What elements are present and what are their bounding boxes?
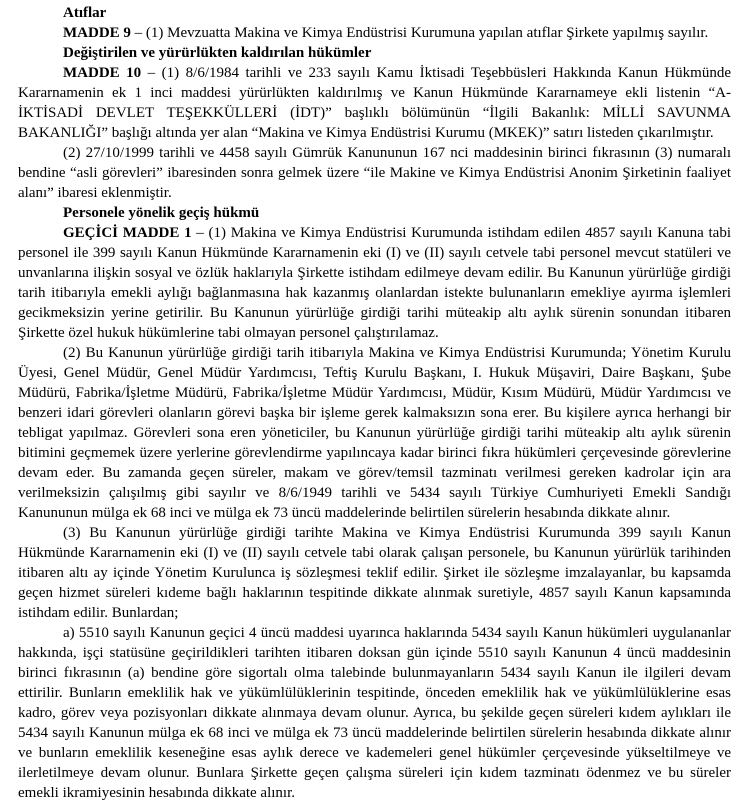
paragraph-gecici-madde-1-bent-a: a) 5510 sayılı Kanunun geçici 4 üncü maddesi uyarınca haklarında 5434 sayılı Kanun hükümleri uygulananlar hakkında, işçi statüsüne geçirildikleri tarihten itibaren doksan gün içinde 5510 sayılı Kanunun 4 üncü maddesinin birinci fıkrasının (a) bendine göre sigortalı olma talebinde bulunmayanların 5434 sayılı Kanun ile ilgileri devam ettirilir. Bunların emeklilik hak ve yükümlülüklerinin tespitinde, önceden emeklilik hak ve yükümlülüklerine esas kadro, görev veya pozisyonları dikkate alınmaya devam olunur. Ayrıca, bu şekilde geçen süreleri kıdem aylıkları ile 5434 sayılı Kanunun mülga ek 68 inci ve mülga ek 73 üncü maddelerinde belirtilen sürelerin hesabında dikkate alınır ve bunların emeklilik keseneğine esas aylık derece ve kademeleri genel hükümler çerçevesinde yükseltilmeye ve ilerletilmeye devam olunur. Bunlara Şirkette geçen çalışma süreleri için kıdem tazminatı ödenmez ve bu süreler emekli ikramiyesinin hesabında dikkate alınır.: [18, 625, 731, 801]
section-heading-personele-yonelik: Personele yönelik geçiş hükmü: [63, 205, 260, 221]
section-heading-degistirilen-hukumler: Değiştirilen ve yürürlükten kaldırılan hükümler: [63, 45, 372, 61]
article-madde-9: [18, 23, 731, 43]
article-body-gecici-madde-1: – (1) Makina ve Kimya Endüstrisi Kurumunda istihdam edilen 4857 sayılı Kanuna tabi personel ile 399 sayılı Kanun Hükmünde Kararnamenin eki (I) ve (II) sayılı cetvele tabi personel mevcut statüleri ve unvanlarına ilişkin sosyal ve özlük haklarıyla Şirkette istihdam edilmeye devam edilir. Bu Kanunun yürürlüğe girdiği tarih itibarıyla emekli aylığı bağlanmasına hak kazanmış olanlardan istekte bulunanların emekliye ayırma işlemleri gecikmeksizin yerine getirilir. Bu Kanunun yürürlüğe girdiği tarihi müteakip altı aylık sürenin sonundan itibaren Şirkette özel hukuk hükümlerine tabi olmayan personel çalıştırılamaz.: [18, 225, 731, 341]
article-body-madde-10: – (1) 8/6/1984 tarihli ve 233 sayılı Kamu İktisadi Teşebbüsleri Hakkında Kanun Hükmünde Kararnamenin ek 1 inci maddesi yürürlükten kaldırılmış ve Kanun Hükmünde Kararnameye ekli listenin “A-İKTİSADİ DEVLET TEŞEKKÜLLERİ (İDT)” başlıklı bölümünün “İlgili Bakanlık: MİLLİ SAVUNMA BAKANLIĞI” başlığı altında yer alan “Makina ve Kimya Endüstrisi Kurumu (MKEK)” satırı listeden çıkarılmıştır.: [18, 65, 731, 141]
article-madde-10: [18, 63, 731, 143]
article-label-madde-10: MADDE 10: [63, 65, 142, 81]
paragraph-gecici-madde-1-fikra-2: (2) Bu Kanunun yürürlüğe girdiği tarih itibarıyla Makina ve Kimya Endüstrisi Kurumunda; Yönetim Kurulu Üyesi, Genel Müdür, Genel Müdür Yardımcısı, Teftiş Kurulu Başkanı, I. Hukuk Müşaviri, Daire Başkanı, Şube Müdürü, Fabrika/İşletme Müdürü, Fabrika/İşletme Müdür Yardımcısı, Müdür, Kısım Müdürü, Müdür Yardımcısı ve benzeri idari görevleri olanların görevi başka bir işleme gerek kalmaksızın sona erer. Bu kişilere ayrıca herhangi bir tebligat yapılmaz. Görevleri sona eren yöneticiler, bu Kanunun yürürlüğe girdiği tarihi müteakip altı aylık sürenin bitimini geçmemek üzere yerlerine görevlendirme yapılıncaya kadar birinci fıkra hükümleri çerçevesinde görevlerine devam eder. Bu zamanda geçen süreler, makam ve görev/temsil tazminatı verilmesi gereken kadrolar için ara verilmeksizin çalışılmış gibi sayılır ve 8/6/1949 tarihli ve 5434 sayılı Türkiye Cumhuriyeti Emekli Sandığı Kanununun mülga ek 68 inci ve mülga ek 73 üncü maddelerinde belirtilen sürelerin hesabında dikkate alınır.: [18, 345, 731, 521]
article-label-madde-9: MADDE 9: [63, 25, 131, 41]
article-body-madde-9: – (1) Mevzuatta Makina ve Kimya Endüstrisi Kurumuna yapılan atıflar Şirkete yapılmış sayılır.: [130, 25, 709, 41]
article-label-gecici-madde-1: GEÇİCİ MADDE 1: [63, 225, 192, 241]
paragraph-gecici-madde-1-fikra-3: (3) Bu Kanunun yürürlüğe girdiği tarihte Makina ve Kimya Endüstrisi Kurumunda 399 sayılı Kanun Hükmünde Kararnamenin eki (I) ve (II) sayılı cetvele tabi olarak çalışan personele, bu Kanunun yürürlük tarihinden itibaren altı ay içinde Yönetim Kurulunca iş sözleşmesi teklif edilir. Şirket ile sözleşme imzalayanlar, bu kapsamda geçen hizmet süreleri kıdeme bağlı haklarının tespitinde dikkate alınmak suretiyle, 4857 sayılı Kanun kapsamında istihdam edilir. Bunlardan;: [18, 525, 731, 621]
article-gecici-madde-1: [18, 223, 731, 343]
section-heading-atiflar: Atıflar: [63, 5, 107, 21]
paragraph-madde-10-fikra-2: (2) 27/10/1999 tarihli ve 4458 sayılı Gümrük Kanununun 167 nci maddesinin birinci fıkrasının (3) numaralı bendine “asli görevleri” ibaresinden sonra gelmek üzere “ile Makine ve Kimya Endüstrisi Anonim Şirketinin faaliyet alanı” ibaresi eklenmiştir.: [18, 145, 731, 201]
